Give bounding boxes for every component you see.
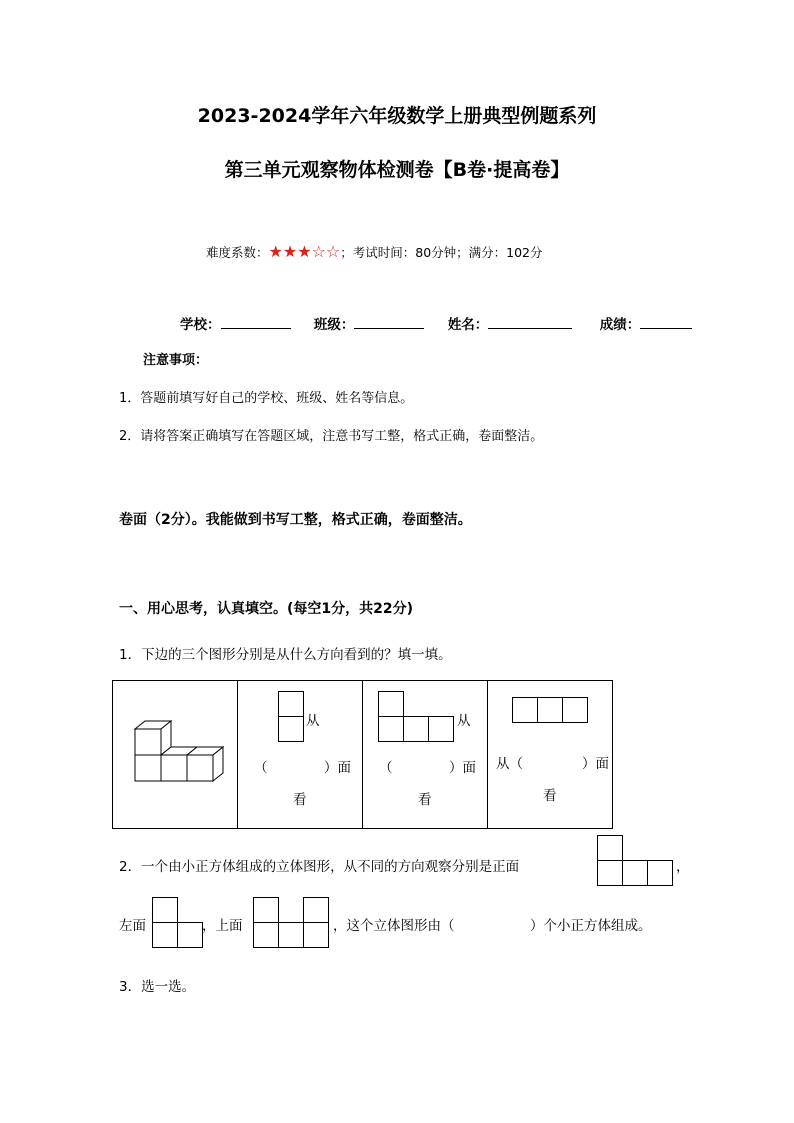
view-2-look: 看 [418,792,432,808]
view-3-face-close[interactable]: ）面 [582,756,609,772]
question-2-comma: ， [676,859,690,875]
cube-solid-figure [113,681,237,828]
q1-cell-view-1 [238,681,363,829]
difficulty-stars [268,242,341,261]
name-label: 姓名： [447,317,489,333]
view-1-look: 看 [293,792,307,808]
view-1-paren-close[interactable]: ）面 [324,760,351,776]
score-label: 成绩： [599,317,641,333]
question-3-text: 3．选一选。 [119,979,196,995]
view-2-from: 从 [457,713,471,729]
star-filled-icon: ★ [282,242,298,261]
time-and-score: ；考试时间：80分钟；满分：102分 [340,245,543,260]
notice-item-1: 1．答题前填写好自己的学校、班级、姓名等信息。 [119,391,414,406]
view-2-paren-open: （ [379,760,393,776]
class-blank[interactable] [354,316,424,329]
difficulty-label: 难度系数： [206,245,269,260]
star-filled-icon: ★ [297,242,312,261]
title-line-2: 第三单元观察物体检测卷【B卷·提高卷】 [224,159,570,181]
title-line-1: 2023-2024学年六年级数学上册典型例题系列 [197,105,597,127]
question-2-part-3: ，这个立体图形由（ [333,918,455,934]
q1-cell-solid [113,681,238,829]
score-blank[interactable] [640,316,692,329]
question-2-part-1: 2．一个由小正方体组成的立体图形，从不同的方向观察分别是正面 [119,859,520,875]
neatness-line: 卷面（2分）。我能做到书写工整，格式正确，卷面整洁。 [119,512,472,528]
question-1-text: 1．下边的三个图形分别是从什么方向看到的？填一填。 [119,647,452,663]
view-3-look: 看 [543,788,557,804]
view-2-paren-close[interactable]: ）面 [449,760,476,776]
name-blank[interactable] [488,316,572,329]
star-empty-icon: ☆ [325,242,341,261]
class-label: 班级： [313,317,355,333]
meta-line [206,242,543,261]
star-filled-icon: ★ [268,242,283,261]
q1-cell-view-2 [363,681,488,829]
info-fields [180,313,692,333]
school-blank[interactable] [221,316,291,329]
question-1-table [112,680,613,829]
q1-cell-view-3 [488,681,613,829]
section-1-heading: 一、用心思考，认真填空。(每空1分，共22分) [119,601,414,617]
school-label: 学校： [180,317,221,333]
notice-item-2: 2．请将答案正确填写在答题区域，注意书写工整，格式正确，卷面整洁。 [119,429,544,444]
view-1-paren-open: （ [254,760,268,776]
question-2-left-label: 左面 [119,918,146,934]
star-empty-icon: ☆ [311,242,326,261]
view-1-from: 从 [306,713,320,729]
notice-heading: 注意事项： [143,353,209,368]
view-3-from-paren: 从（ [496,756,523,772]
question-2-top-label: ，上面 [202,918,243,934]
question-2-part-4[interactable]: ）个小正方体组成。 [530,918,652,934]
